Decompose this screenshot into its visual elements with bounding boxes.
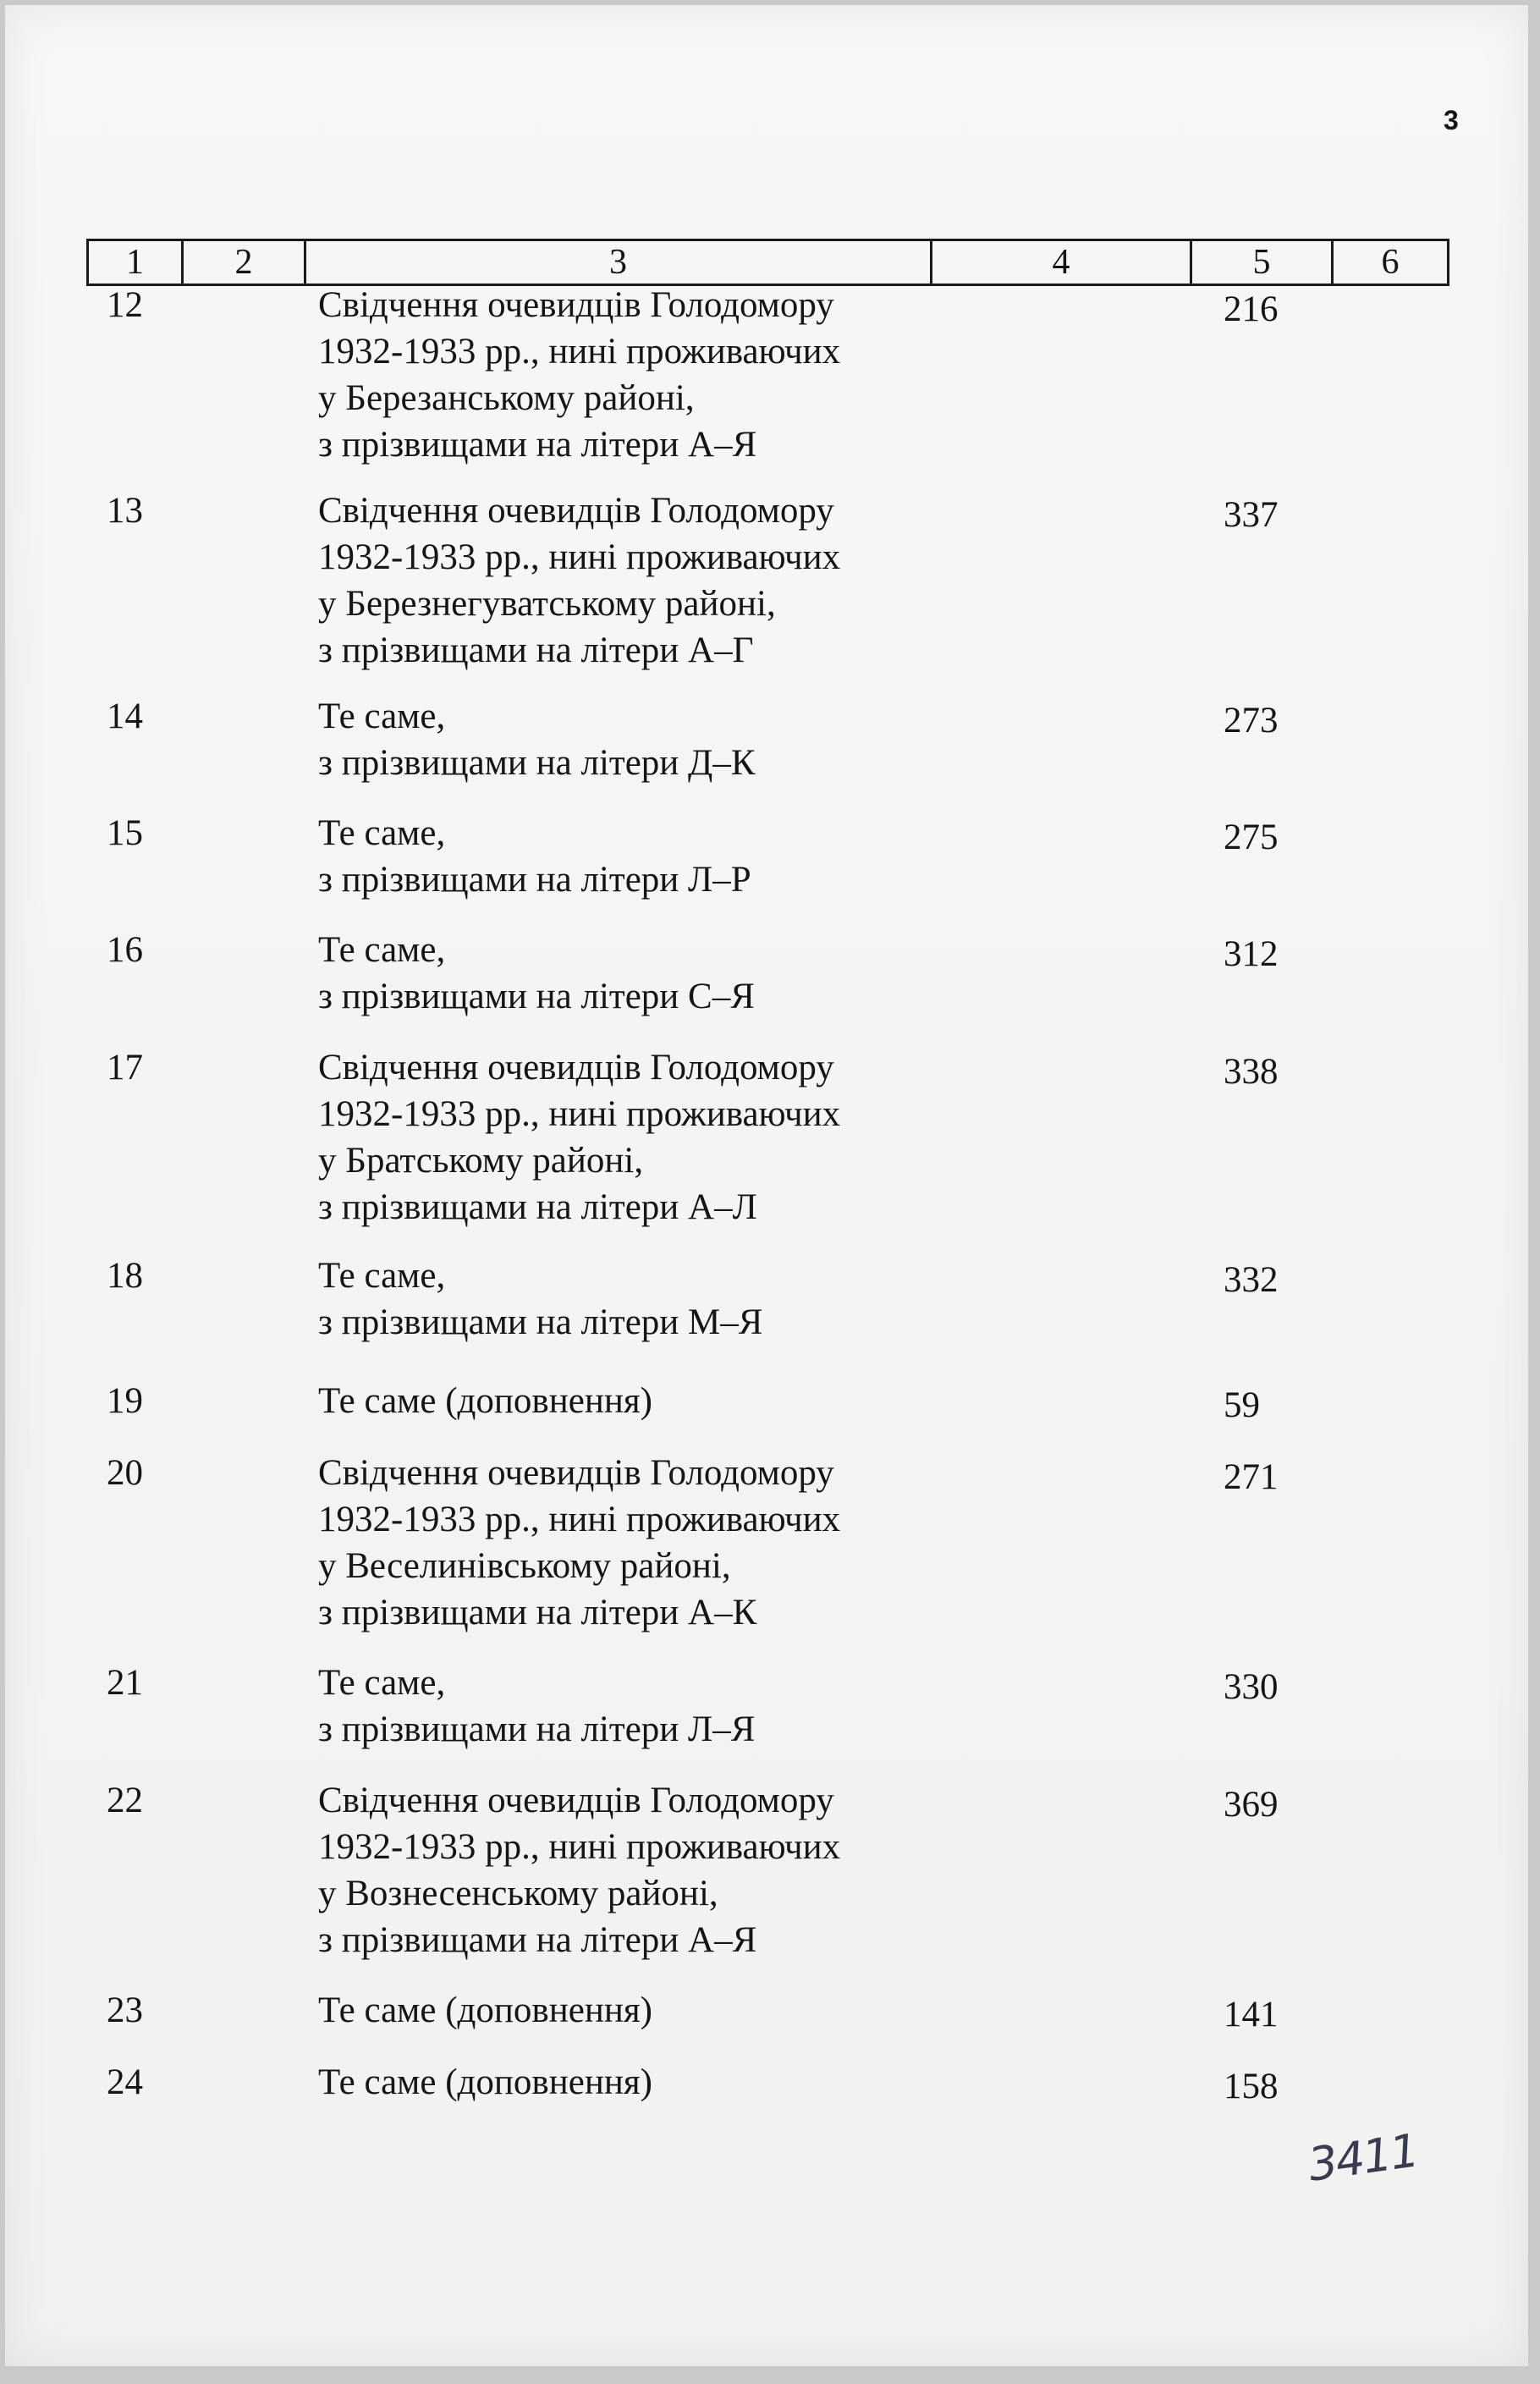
entry-description-line: Те саме (доповнення) bbox=[318, 1990, 652, 2030]
entry-description-line: з прізвищами на літери А–К bbox=[318, 1593, 757, 1632]
entry-sheet-count: 158 bbox=[1224, 2067, 1279, 2106]
column-header-1: 1 bbox=[88, 240, 183, 285]
entry-description-line: Свідчення очевидців Голодомору bbox=[318, 285, 834, 325]
handwritten-total-note: 3411 bbox=[1305, 2123, 1422, 2192]
entry-description-line: з прізвищами на літери А–Я bbox=[318, 1920, 757, 1960]
entry-description-line: Те саме, bbox=[318, 696, 446, 736]
entry-number: 22 bbox=[107, 1781, 143, 1820]
entry-description-line: з прізвищами на літери С–Я bbox=[318, 977, 755, 1016]
entry-description-line: з прізвищами на літери Л–Р bbox=[318, 860, 751, 900]
column-header-table bbox=[86, 239, 1449, 286]
entry-number: 12 bbox=[107, 285, 143, 325]
entry-description-line: Свідчення очевидців Голодомору bbox=[318, 491, 834, 531]
entry-description bbox=[318, 1378, 1080, 1424]
entry-description bbox=[318, 1660, 1080, 1753]
entry-sheet-count: 216 bbox=[1224, 289, 1279, 329]
entry-number: 13 bbox=[107, 491, 143, 531]
entry-number: 24 bbox=[107, 2062, 143, 2102]
entry-sheet-count: 273 bbox=[1224, 701, 1279, 741]
entry-description-line: у Березанському районі, bbox=[318, 378, 695, 418]
entry-description-line: 1932-1933 рр., нині проживаючих bbox=[318, 1827, 841, 1867]
entry-description-line: у Вознесенському районі, bbox=[318, 1874, 718, 1913]
entry-description-line: з прізвищами на літери А–Я bbox=[318, 425, 757, 465]
entry-description bbox=[318, 1044, 1080, 1231]
entry-sheet-count: 330 bbox=[1224, 1667, 1279, 1707]
entry-description-line: з прізвищами на літери А–Л bbox=[318, 1187, 757, 1227]
entry-description-line: у Братському районі, bbox=[318, 1141, 644, 1181]
entry-sheet-count: 141 bbox=[1224, 1995, 1279, 2034]
entry-description bbox=[318, 1777, 1080, 1963]
entry-description-line: з прізвищами на літери А–Г bbox=[318, 630, 754, 670]
entry-description-line: Свідчення очевидців Голодомору bbox=[318, 1048, 834, 1087]
entry-number: 16 bbox=[107, 930, 143, 970]
document-page bbox=[5, 5, 1528, 2366]
entry-description-line: з прізвищами на літери Л–Я bbox=[318, 1710, 756, 1749]
entry-sheet-count: 59 bbox=[1224, 1385, 1260, 1425]
entry-description bbox=[318, 1253, 1080, 1346]
entry-description-line: у Березнегуватському районі, bbox=[318, 584, 776, 624]
column-header-2: 2 bbox=[183, 240, 305, 285]
entry-description bbox=[318, 282, 1080, 468]
entry-description-line: Те саме, bbox=[318, 1663, 446, 1703]
entry-description-line: 1932-1933 рр., нині проживаючих bbox=[318, 332, 841, 372]
entry-description-line: Те саме (доповнення) bbox=[318, 2062, 652, 2102]
entry-number: 20 bbox=[107, 1453, 143, 1493]
entry-description bbox=[318, 1987, 1080, 2034]
column-header-3: 3 bbox=[305, 240, 932, 285]
entry-number: 14 bbox=[107, 696, 143, 736]
entry-number: 18 bbox=[107, 1256, 143, 1296]
entry-number: 19 bbox=[107, 1381, 143, 1421]
entry-description bbox=[318, 693, 1080, 786]
entry-number: 15 bbox=[107, 813, 143, 853]
entry-description-line: з прізвищами на літери М–Я bbox=[318, 1302, 763, 1342]
entry-number: 17 bbox=[107, 1048, 143, 1087]
entry-sheet-count: 337 bbox=[1224, 495, 1279, 535]
entry-description-line: Те саме, bbox=[318, 930, 446, 970]
entry-description-line: Свідчення очевидців Голодомору bbox=[318, 1453, 834, 1493]
entry-sheet-count: 312 bbox=[1224, 934, 1279, 974]
entry-description-line: Те саме, bbox=[318, 813, 446, 853]
entry-description-line: 1932-1933 рр., нині проживаючих bbox=[318, 1094, 841, 1134]
entry-description-line: Свідчення очевидців Голодомору bbox=[318, 1781, 834, 1820]
entry-number: 23 bbox=[107, 1990, 143, 2030]
entry-sheet-count: 275 bbox=[1224, 818, 1279, 857]
entry-description bbox=[318, 1450, 1080, 1636]
entry-description-line: Те саме, bbox=[318, 1256, 446, 1296]
entry-description-line: з прізвищами на літери Д–К bbox=[318, 743, 756, 783]
entry-sheet-count: 271 bbox=[1224, 1457, 1279, 1497]
column-header-4: 4 bbox=[932, 240, 1191, 285]
entry-description bbox=[318, 927, 1080, 1020]
column-header-6: 6 bbox=[1333, 240, 1449, 285]
entry-description bbox=[318, 810, 1080, 903]
page-number: 3 bbox=[1444, 105, 1459, 135]
column-header-row bbox=[88, 240, 1449, 285]
entry-description-line: 1932-1933 рр., нині проживаючих bbox=[318, 537, 841, 577]
entry-description bbox=[318, 2059, 1080, 2106]
entry-number: 21 bbox=[107, 1663, 143, 1703]
entry-description-line: Те саме (доповнення) bbox=[318, 1381, 652, 1421]
column-header-5: 5 bbox=[1191, 240, 1333, 285]
entry-description-line: 1932-1933 рр., нині проживаючих bbox=[318, 1500, 841, 1539]
entry-sheet-count: 338 bbox=[1224, 1052, 1279, 1092]
entry-description-line: у Веселинівському районі, bbox=[318, 1546, 731, 1586]
entry-sheet-count: 332 bbox=[1224, 1260, 1279, 1300]
entry-description bbox=[318, 487, 1080, 674]
entry-sheet-count: 369 bbox=[1224, 1785, 1279, 1825]
